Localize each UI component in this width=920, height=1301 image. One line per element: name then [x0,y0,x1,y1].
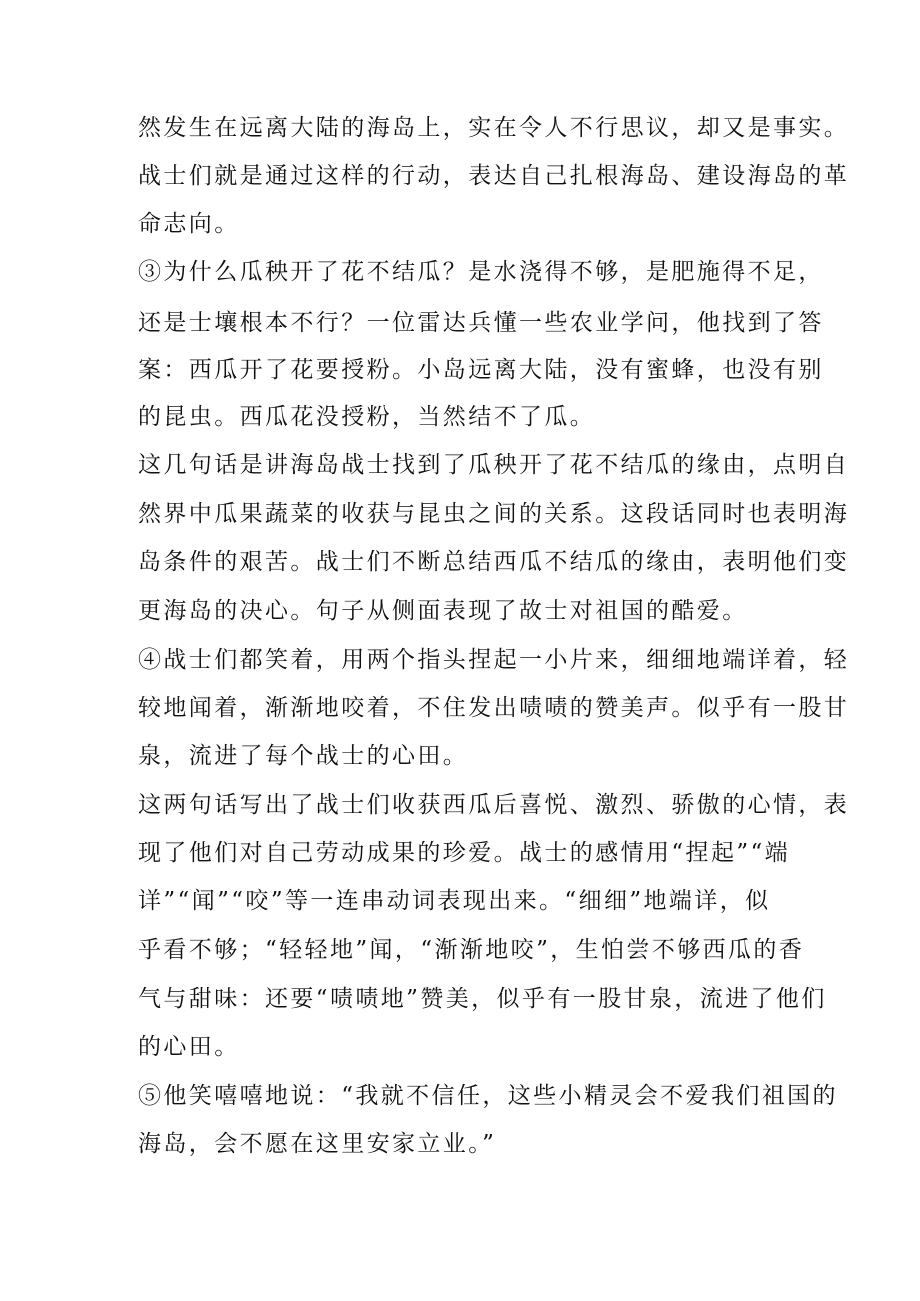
text-line: 较地闻着，渐渐地咬着，不住发出啧啧的赞美声。似乎有一股甘 [138,695,850,721]
text-line: 更海岛的决心。句子从侧面表现了故士对祖国的酷爱。 [138,598,748,624]
text-line: 乎看不够；“轻轻地”闻，“渐渐地咬”，生怕尝不够西瓜的香 [138,937,805,963]
text-line: 命志向。 [138,211,240,237]
text-line: 海岛，会不愿在这里安家立业。” [138,1131,497,1157]
text-line: 案：西瓜开了花要授粉。小岛远离大陆，没有蜜蜂，也没有别 [138,357,824,383]
text-line: 气与甜味：还要“啧啧地”赞美，似乎有一股甘泉，流进了他们 [138,986,827,1012]
text-line: 这几句话是讲海岛战士找到了瓜秧开了花不结瓜的缘由，点明自 [138,452,850,478]
text-line: ④战士们都笑着，用两个指头捏起一小片来，细细地端详着，轻 [138,647,850,673]
text-line: ⑤他笑嘻嘻地说：“我就不信任，这些小精灵会不爱我们祖国的 [138,1083,838,1109]
text-line: ③为什么瓜秧开了花不结瓜？是水浇得不够，是肥施得不足， [138,259,824,285]
text-line: 详”“闻”“咬”等一连串动词表现出来。“细细”地端详，似 [138,888,771,914]
text-line: 现了他们对自己劳动成果的珍爱。战士的感情用“捏起”“端 [138,840,791,866]
text-line: 然发生在远离大陆的海岛上，实在令人不行思议，却又是事实。 [138,115,850,141]
text-line: 战士们就是通过这样的行动，表达自己扎根海岛、建设海岛的革 [138,163,850,189]
text-line: 这两句话写出了战士们收获西瓜后喜悦、激烈、骄傲的心情，表 [138,792,850,818]
text-line: 的昆虫。西瓜花没授粉，当然结不了瓜。 [138,404,596,430]
text-line: 岛条件的艰苦。战士们不断总结西瓜不结瓜的缘由，表明他们变 [138,549,850,575]
text-line: 泉，流进了每个战士的心田。 [138,743,469,769]
text-line: 的心田。 [138,1034,240,1060]
text-line: 还是士壤根本不行？一位雷达兵懂一些农业学问，他找到了答 [138,310,824,336]
text-line: 然界中瓜果蔬菜的收获与昆虫之间的关系。这段话同时也表明海 [138,501,850,527]
